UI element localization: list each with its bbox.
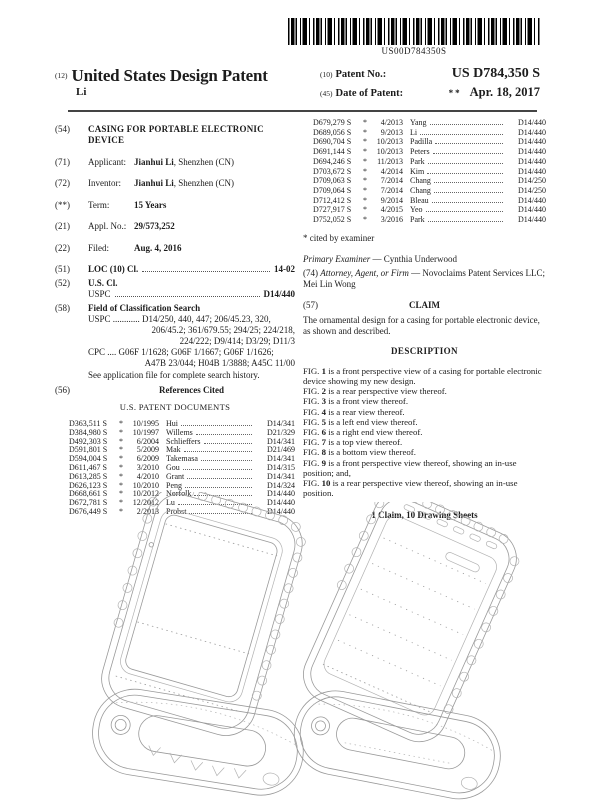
ref-cited-star: * <box>119 498 123 508</box>
ref-inventor-name: Li <box>410 127 418 137</box>
search-history-note: See application file for complete search history. <box>88 370 260 380</box>
fig-text: is a front perspective view thereof, showing an in-use position; and, <box>303 457 517 478</box>
ref-classification: D14/440 <box>267 498 295 508</box>
reference-row <box>313 157 546 167</box>
ref-inventor-name: Yeo <box>410 205 423 215</box>
attorney-name: Novoclaims Patent Services LLC; Mei Lin Wong <box>303 267 546 289</box>
inid-code-21: (21) <box>55 221 70 231</box>
ref-cited-star: * <box>363 185 367 195</box>
claim-title: CLAIM <box>409 299 440 310</box>
ref-classification: D21/469 <box>267 445 295 455</box>
ref-cited-star: * <box>363 215 367 225</box>
ref-classification: D14/440 <box>518 205 546 215</box>
figure-description-line <box>303 427 546 437</box>
ref-cited-star: * <box>363 147 367 157</box>
barcode-number: US00D784350S <box>381 46 447 56</box>
fig-number: 3 <box>321 396 326 407</box>
ref-cited-star: * <box>119 506 123 516</box>
fig-number: 8 <box>321 447 326 458</box>
section-title <box>55 124 295 146</box>
section-term <box>55 200 295 211</box>
ref-doc-number: D690,704 S <box>313 137 352 147</box>
barcode-image <box>288 18 540 45</box>
dot-leader <box>427 173 503 174</box>
ref-inventor-name: Peng <box>166 480 182 490</box>
fig-text: is a front perspective view of a casing for portable electronic device showing my new design. <box>303 365 542 386</box>
dot-leader <box>201 460 252 461</box>
primary-examiner-name: Cynthia Underwood <box>383 253 457 264</box>
ref-doc-number: D691,144 S <box>313 147 352 157</box>
ref-inventor-name: Park <box>410 156 425 166</box>
us-cl-label: U.S. Cl. <box>88 278 118 288</box>
ref-doc-number: D384,980 S <box>69 427 108 437</box>
fig-text: is a rear perspective view thereof, showing an in-use position. <box>303 477 518 499</box>
ref-inventor-name: Padilla <box>410 137 433 147</box>
ref-inventor-name: Willems <box>166 427 193 437</box>
reference-row <box>313 137 546 147</box>
ref-doc-number: D591,801 S <box>69 445 108 455</box>
ref-date: 10/1995 <box>132 419 159 428</box>
inid-code-56: (56) <box>55 385 70 395</box>
patent-number: US D784,350 S <box>451 66 540 81</box>
ref-classification: D14/440 <box>518 195 546 205</box>
ref-doc-number: D594,004 S <box>69 454 108 464</box>
reference-row <box>313 118 546 128</box>
inid-code-term: (**) <box>55 199 70 210</box>
patent-number-block <box>320 66 540 103</box>
inid-code-51: (51) <box>55 264 70 274</box>
claims-sheets-note: 1 Claim, 10 Drawing Sheets <box>371 510 478 521</box>
section-inventor <box>55 178 295 189</box>
dot-leader <box>185 487 252 488</box>
ref-cited-star: * <box>119 436 123 446</box>
primary-examiner-label: Primary Examiner <box>303 253 371 264</box>
fig-number: 9 <box>321 457 326 468</box>
barcode-block <box>288 18 540 56</box>
ref-classification: D14/440 <box>267 506 295 516</box>
inid-code-54: (54) <box>55 124 70 134</box>
section-references <box>55 385 295 396</box>
uspc-value: D14/440 <box>263 289 295 299</box>
reference-row <box>313 205 546 215</box>
claim-heading <box>303 300 546 311</box>
figure-description-line <box>303 437 546 447</box>
section-us-class <box>55 278 295 300</box>
section-appl-no <box>55 221 295 232</box>
fig-number: 4 <box>321 406 326 417</box>
fig-prefix: FIG. <box>303 477 320 488</box>
dot-leader <box>181 425 252 426</box>
drawing-rear-perspective <box>293 502 538 800</box>
fig-prefix: FIG. <box>303 386 320 397</box>
filed-label: Filed: <box>88 242 110 253</box>
fig-prefix: FIG. <box>303 437 320 448</box>
ref-doc-number: D689,056 S <box>313 127 352 137</box>
fig-prefix: FIG. <box>303 426 320 437</box>
claim-text: The ornamental design for a casing for portable electronic device, as shown and described. <box>303 314 540 336</box>
ref-inventor-name: Hui <box>166 419 178 428</box>
reference-row <box>313 147 546 157</box>
figure-description-line <box>303 478 546 498</box>
fig-number: 7 <box>321 437 326 448</box>
ref-date: 3/2010 <box>136 462 159 472</box>
ref-cited-star: * <box>363 118 367 127</box>
figure-description-line <box>303 386 546 396</box>
term-asterisks: ** <box>448 88 462 98</box>
ref-date: 2/2013 <box>136 506 159 516</box>
dot-leader <box>196 434 252 435</box>
ref-cited-star: * <box>119 427 123 437</box>
ref-doc-number: D709,063 S <box>313 176 352 186</box>
inid-code-74: (74) <box>303 267 318 278</box>
description-heading: DESCRIPTION <box>391 345 458 356</box>
ref-date: 10/1997 <box>132 427 159 437</box>
ref-date: 9/2014 <box>380 195 403 205</box>
fig-number: 2 <box>321 386 326 397</box>
fig-prefix: FIG. <box>303 365 320 376</box>
ref-date: 9/2013 <box>380 127 403 137</box>
ref-date: 4/2015 <box>380 205 403 215</box>
dot-leader <box>434 192 503 193</box>
ref-classification: D14/250 <box>518 185 546 195</box>
ref-date: 5/2009 <box>136 445 159 455</box>
dot-leader <box>435 143 503 144</box>
ref-cited-star: * <box>363 137 367 147</box>
ref-inventor-name: Gou <box>166 462 180 472</box>
fig-text: is a left end view thereof. <box>328 416 418 427</box>
uspc-search-line-2: 206/45.2; 361/679.55; 294/25; 224/218, <box>151 325 295 335</box>
field-search-label: Field of Classification Search <box>88 303 201 313</box>
dash-separator: — <box>408 267 423 278</box>
appl-no-label: Appl. No.: <box>88 221 127 231</box>
ref-classification: D14/440 <box>518 127 546 137</box>
references-cited-title: References Cited <box>158 385 225 395</box>
patent-date: Apr. 18, 2017 <box>469 85 540 99</box>
applicant-label: Applicant: <box>88 156 126 167</box>
fig-text: is a right end view thereof. <box>328 426 423 437</box>
inid-code-72: (72) <box>55 178 70 188</box>
ref-inventor-name: Schlieffers <box>166 436 201 446</box>
fig-prefix: FIG. <box>303 457 320 468</box>
ref-cited-star: * <box>119 419 123 428</box>
dot-leader <box>432 202 503 203</box>
dot-leader <box>420 134 503 135</box>
figure-description-line <box>303 407 546 417</box>
ref-date: 11/2013 <box>377 156 403 166</box>
term-value: 15 Years <box>134 199 167 210</box>
fig-number: 1 <box>321 365 326 376</box>
fig-prefix: FIG. <box>303 416 320 427</box>
ref-classification: D14/440 <box>518 156 546 166</box>
ref-classification: D14/440 <box>518 118 546 127</box>
filed-value: Aug. 4, 2016 <box>134 242 182 253</box>
ref-doc-number: D709,064 S <box>313 185 352 195</box>
fig-number: 10 <box>321 477 331 488</box>
ref-cited-star: * <box>363 127 367 137</box>
ref-date: 12/2012 <box>132 498 159 508</box>
ref-date: 10/2010 <box>132 480 159 490</box>
ref-inventor-name: Yang <box>410 118 427 127</box>
fig-prefix: FIG. <box>303 396 320 407</box>
section-loc-class <box>55 264 295 275</box>
inventor-surname: Li <box>76 86 87 98</box>
reference-row <box>313 215 546 225</box>
reference-row <box>313 167 546 177</box>
ref-cited-star: * <box>119 489 123 499</box>
ref-date: 3/2016 <box>380 215 403 225</box>
dot-leader <box>426 211 503 212</box>
dot-leader <box>142 271 270 272</box>
ref-doc-number: D492,303 S <box>69 436 108 446</box>
ref-classification: D14/341 <box>267 436 295 446</box>
ref-inventor-name: Park <box>410 215 425 225</box>
dot-leader <box>184 451 252 452</box>
header-divider <box>68 110 537 112</box>
ref-classification: D21/329 <box>267 427 295 437</box>
ref-classification: D14/324 <box>267 480 295 490</box>
inventor-name: Jianhui Li <box>134 178 174 188</box>
ref-cited-star: * <box>119 445 123 455</box>
reference-row <box>313 176 546 186</box>
ref-classification: D14/341 <box>267 471 295 481</box>
ref-date: 10/2012 <box>132 489 159 499</box>
ref-inventor-name: Grant <box>166 471 185 481</box>
ref-date: 6/2004 <box>136 436 159 446</box>
ref-classification: D14/440 <box>518 147 546 157</box>
section-field-search <box>55 303 295 381</box>
ref-classification: D14/440 <box>267 489 295 499</box>
ref-inventor-name: Mak <box>166 445 181 455</box>
ref-inventor-name: Chang <box>410 185 431 195</box>
section-filed <box>55 243 295 254</box>
inventor-label: Inventor: <box>88 178 121 188</box>
ref-classification: D14/315 <box>267 462 295 472</box>
dot-leader <box>433 153 503 154</box>
ref-date: 4/2013 <box>380 118 403 127</box>
page-title: United States Design Patent <box>71 66 268 85</box>
ref-doc-number: D672,781 S <box>69 498 108 508</box>
ref-doc-number: D668,661 S <box>69 489 108 499</box>
section-applicant <box>55 157 295 168</box>
ref-inventor-name: Kim <box>410 166 425 176</box>
ref-doc-number: D679,279 S <box>313 118 352 127</box>
ref-classification: D14/440 <box>518 215 546 225</box>
ref-date: 4/2010 <box>136 471 159 481</box>
applicant-name: Jianhui Li <box>134 156 174 167</box>
ref-date: 10/2013 <box>376 147 403 157</box>
ref-cited-star: * <box>119 462 123 472</box>
inid-code-58: (58) <box>55 303 70 313</box>
inventor-location: , Shenzhen (CN) <box>173 178 235 188</box>
dot-leader <box>428 221 503 222</box>
ref-doc-number: D752,052 S <box>313 215 352 225</box>
reference-row <box>313 128 546 138</box>
left-column <box>55 124 295 517</box>
fig-text: is a bottom view thereof. <box>328 447 416 458</box>
uspc-search-line-3: 224/222; D9/414; D3/29; D11/3 <box>179 336 295 346</box>
ref-inventor-name: Lu <box>166 498 175 508</box>
ref-inventor-name: Norfolk <box>166 489 192 499</box>
ref-doc-number: D613,285 S <box>69 471 108 481</box>
dot-leader <box>434 182 503 183</box>
inid-code-71: (71) <box>55 156 70 167</box>
cpc-search-line-1: CPC .... G06F 1/1628; G06F 1/1667; G06F 1/1626; <box>88 347 274 357</box>
fig-prefix: FIG. <box>303 447 320 458</box>
applicant-location: , Shenzhen (CN) <box>173 156 235 167</box>
fig-text: is a rear view thereof. <box>328 406 405 417</box>
ref-cited-star: * <box>363 156 367 166</box>
ref-classification: D14/341 <box>267 454 295 464</box>
ref-classification: D14/440 <box>518 166 546 176</box>
ref-inventor-name: Peters <box>410 147 430 157</box>
figure-descriptions <box>303 366 546 499</box>
figure-description-line <box>303 366 546 386</box>
fig-text: is a top view thereof. <box>328 437 403 448</box>
ref-date: 7/2014 <box>380 176 403 186</box>
appl-no-value: 29/573,252 <box>134 221 175 231</box>
ref-classification: D14/250 <box>518 176 546 186</box>
ref-doc-number: D703,672 S <box>313 166 352 176</box>
us-patent-documents-subtitle: U.S. PATENT DOCUMENTS <box>119 402 231 412</box>
ref-cited-star: * <box>119 454 123 464</box>
casing-rear-perspective-sketch <box>293 502 538 800</box>
references-table-right <box>303 118 546 225</box>
ref-inventor-name: Takemasa <box>166 454 198 464</box>
ref-cited-star: * <box>119 471 123 481</box>
primary-examiner-line <box>303 254 546 265</box>
fig-number: 6 <box>321 426 326 437</box>
invention-title: CASING FOR PORTABLE ELECTRONIC DEVICE <box>88 124 264 145</box>
patent-no-label: Patent No.: <box>335 69 387 80</box>
dash-separator: — <box>370 253 384 264</box>
ref-cited-star: * <box>363 205 367 215</box>
ref-inventor-name: Chang <box>410 176 431 186</box>
figure-description-line <box>303 396 546 406</box>
figure-description-line <box>303 447 546 457</box>
ref-inventor-name: Probst <box>166 506 187 516</box>
date-of-patent-label: Date of Patent: <box>335 88 404 99</box>
figure-description-line <box>303 458 546 478</box>
ref-classification: D14/440 <box>518 137 546 147</box>
ref-inventor-name: Bleau <box>410 195 429 205</box>
attorney-line <box>303 268 546 290</box>
inid-code-22: (22) <box>55 242 70 253</box>
dot-leader <box>183 469 252 470</box>
dot-leader <box>428 163 503 164</box>
ref-doc-number: D694,246 S <box>313 156 352 166</box>
ref-cited-star: * <box>363 195 367 205</box>
ref-doc-number: D676,449 S <box>69 506 108 516</box>
loc-value: 14-02 <box>274 264 295 274</box>
reference-row <box>313 186 546 196</box>
dot-leader <box>187 478 252 479</box>
ref-date: 4/2014 <box>380 166 403 176</box>
inid-code-57: (57) <box>303 299 318 310</box>
ref-date: 10/2013 <box>376 137 403 147</box>
figure-description-line <box>303 417 546 427</box>
ref-doc-number: D363,511 S <box>69 419 107 428</box>
dot-leader <box>204 443 252 444</box>
fig-text: is a rear perspective view thereof. <box>328 386 447 397</box>
ref-doc-number: D611,467 S <box>69 462 107 472</box>
ref-doc-number: D727,917 S <box>313 205 352 215</box>
inid-code-12: (12) <box>55 71 68 80</box>
fig-number: 5 <box>321 416 326 427</box>
ref-doc-number: D626,123 S <box>69 480 108 490</box>
ref-doc-number: D712,412 S <box>313 195 352 205</box>
right-column <box>303 118 546 521</box>
inid-code-45: (45) <box>320 89 333 98</box>
cited-by-examiner-note: * cited by examiner <box>303 232 375 243</box>
attorney-label: Attorney, Agent, or Firm <box>320 267 409 278</box>
ref-cited-star: * <box>119 480 123 490</box>
inid-code-10: (10) <box>320 70 333 79</box>
fig-prefix: FIG. <box>303 406 320 417</box>
dot-leader <box>430 124 503 125</box>
term-label: Term: <box>88 199 110 210</box>
ref-classification: D14/341 <box>267 419 295 428</box>
document-type-header <box>55 66 325 98</box>
ref-cited-star: * <box>363 176 367 186</box>
cpc-search-line-2: A47B 23/044; H04B 1/3888; A45C 11/00 <box>144 358 295 368</box>
ref-cited-star: * <box>363 166 367 176</box>
loc-label: LOC (10) Cl. <box>88 264 139 274</box>
inid-code-52: (52) <box>55 278 70 288</box>
ref-date: 6/2009 <box>136 454 159 464</box>
fig-text: is a front view thereof. <box>328 396 409 407</box>
dot-leader <box>115 296 260 297</box>
reference-row <box>313 196 546 206</box>
uspc-search-line-1: USPC ............ D14/250, 440, 447; 206/45.23, 320, <box>88 314 271 324</box>
uspc-label: USPC <box>88 289 111 299</box>
ref-date: 7/2014 <box>380 185 403 195</box>
